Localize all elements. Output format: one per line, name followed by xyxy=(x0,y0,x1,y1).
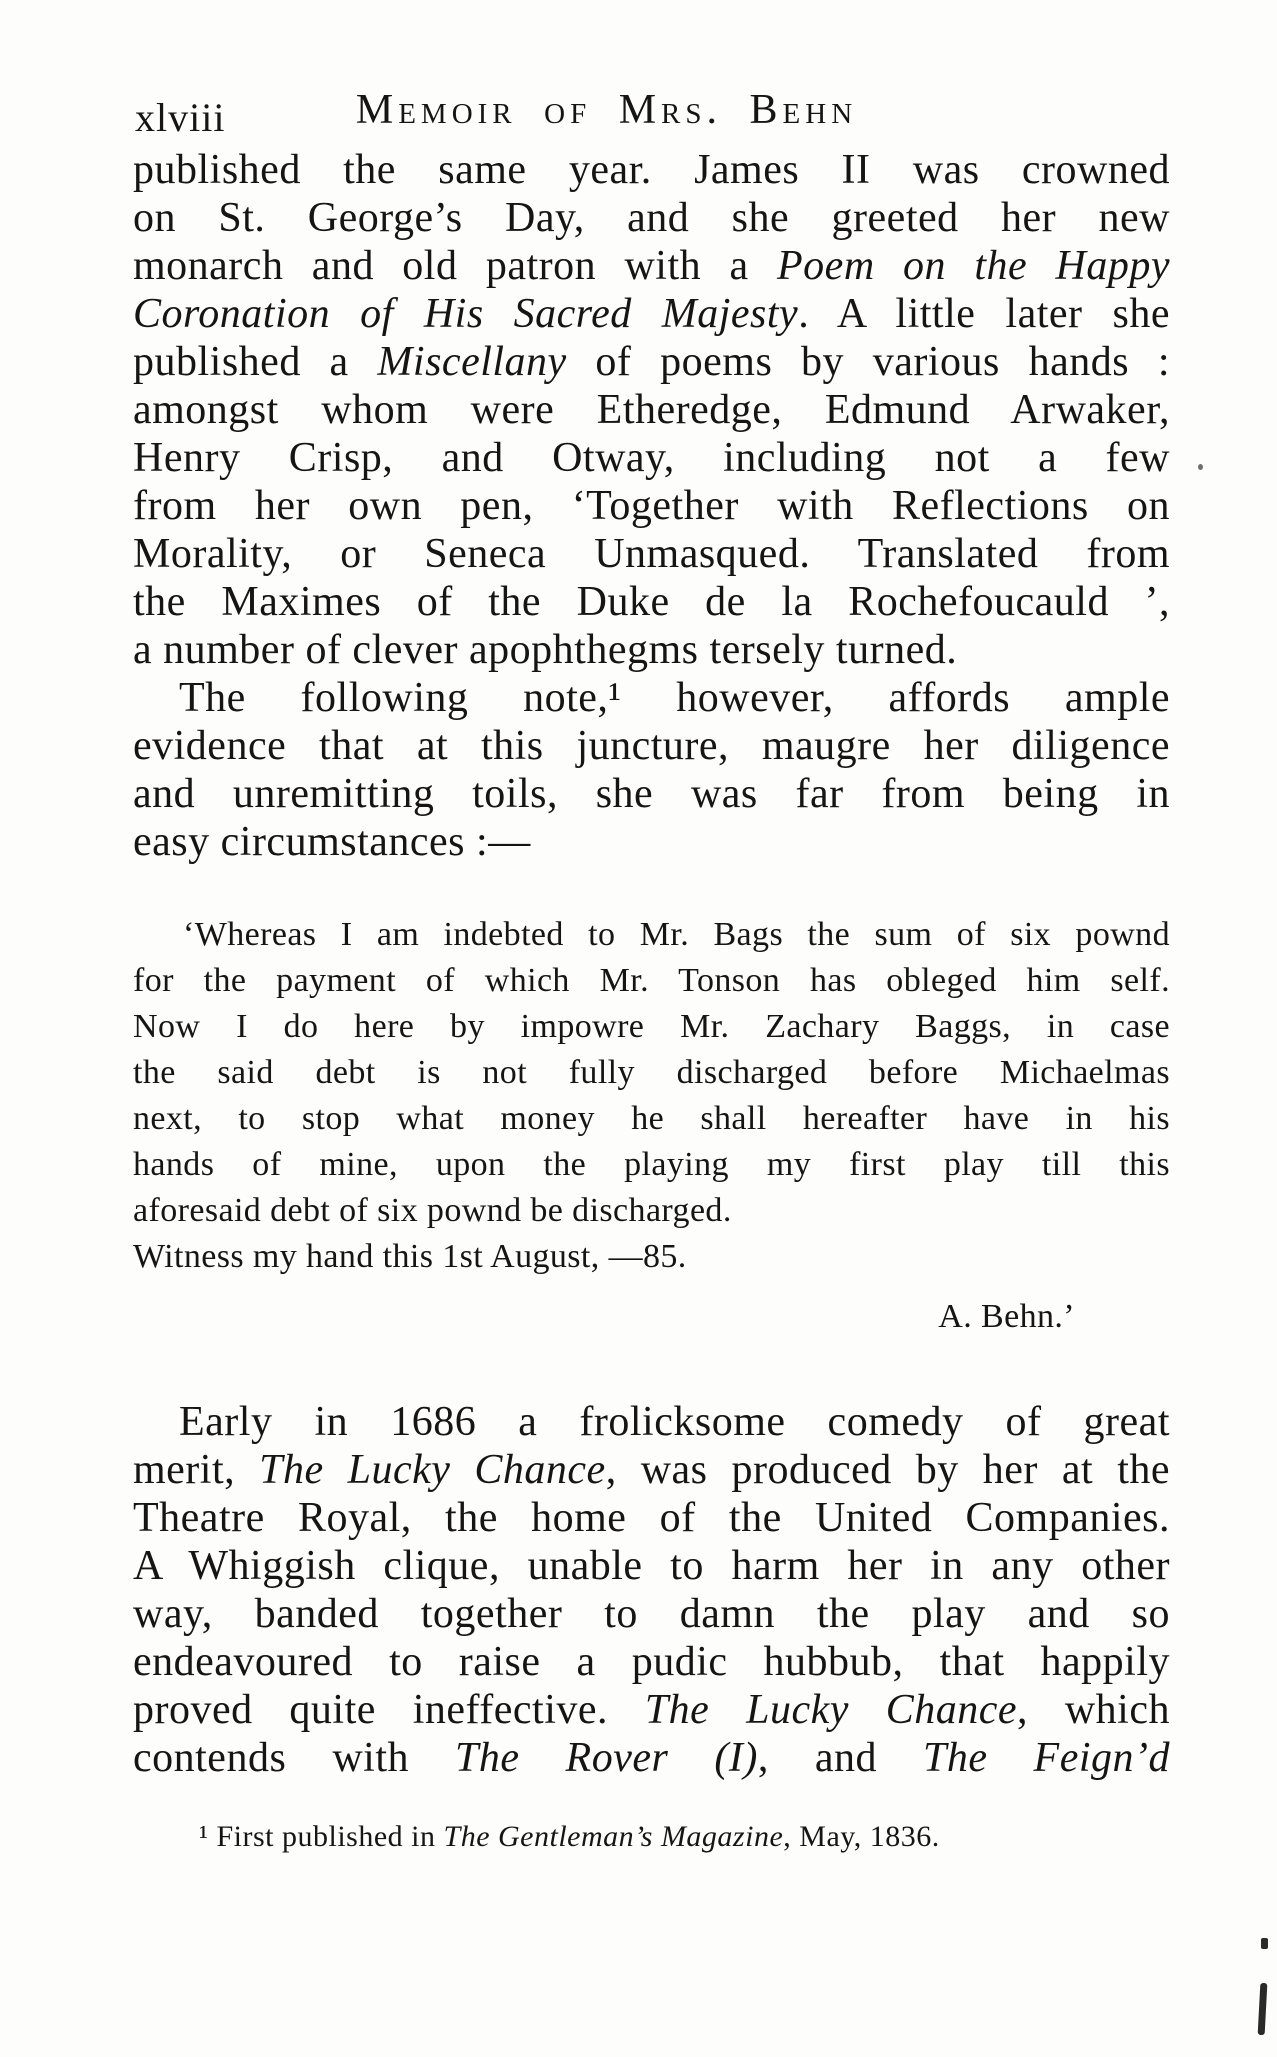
text-line xyxy=(133,1004,1170,1050)
text-line xyxy=(133,146,1170,194)
paragraph-following-note xyxy=(133,674,1170,866)
italic-text-run: Poem on the Happy xyxy=(777,243,1170,289)
text-line xyxy=(133,434,1170,482)
text-run: A Whiggish clique, unable to harm her in any other xyxy=(133,1543,1170,1589)
text-run: . A little later she xyxy=(798,291,1170,337)
text-run: A. Behn.’ xyxy=(938,1298,1075,1335)
italic-text-run: The Lucky Chance xyxy=(644,1687,1018,1733)
text-line xyxy=(133,912,1170,958)
page-header xyxy=(133,86,1170,142)
text-run: , was produced by her at the xyxy=(605,1447,1171,1493)
text-line xyxy=(133,1446,1170,1494)
text-run: and unremitting toils, she was far from being in xyxy=(133,771,1170,817)
text-run: ¹ First published in xyxy=(199,1820,444,1853)
text-line xyxy=(133,1590,1170,1638)
text-line xyxy=(133,386,1170,434)
text-run: amongst whom were Etheredge, Edmund Arwaker, xyxy=(133,387,1170,433)
text-line xyxy=(133,958,1170,1004)
text-run: proved quite ineffective. xyxy=(133,1687,645,1733)
text-line xyxy=(133,1188,1170,1234)
text-run: merit, xyxy=(133,1447,260,1493)
text-run: published a xyxy=(133,339,378,385)
text-line xyxy=(133,1234,1170,1280)
text-line xyxy=(133,1142,1170,1188)
text-run: way, banded together to damn the play and so xyxy=(133,1591,1170,1637)
text-line xyxy=(133,722,1170,770)
text-run: Now I do here by impowre Mr. Zachary Baggs, in case xyxy=(133,1008,1170,1045)
text-run: the said debt is not fully discharged before Michaelmas xyxy=(133,1054,1170,1091)
ink-blot xyxy=(1261,1938,1268,1949)
text-line xyxy=(133,1818,1170,1856)
text-line xyxy=(133,674,1170,722)
text-run: Henry Crisp, and Otway, including not a few xyxy=(133,435,1170,481)
text-run: the Maximes of the Duke de la Rochefoucauld ’, xyxy=(133,579,1170,625)
quoted-note xyxy=(133,912,1170,1340)
text-line xyxy=(133,1542,1170,1590)
ink-streak xyxy=(1258,1983,1268,2035)
text-line xyxy=(133,578,1170,626)
ink-speck xyxy=(1198,464,1203,470)
text-run: , May, 1836. xyxy=(783,1820,940,1853)
text-run: published the same year. James II was crowned xyxy=(133,147,1170,193)
text-run: from her own pen, ‘Together with Reflections on xyxy=(133,483,1170,529)
text-run: hands of mine, upon the playing my first play till this xyxy=(133,1146,1170,1183)
text-run: on St. George’s Day, and she greeted her new xyxy=(133,195,1170,241)
text-line xyxy=(133,1734,1170,1782)
text-line xyxy=(133,290,1170,338)
text-line xyxy=(133,194,1170,242)
text-line xyxy=(133,338,1170,386)
text-run: evidence that at this juncture, maugre her diligence xyxy=(133,723,1170,769)
italic-text-run: The Feign’d xyxy=(923,1735,1170,1781)
text-line xyxy=(133,818,1170,866)
text-run: easy circumstances :— xyxy=(133,819,531,865)
text-line xyxy=(133,1638,1170,1686)
italic-text-run: Miscellany xyxy=(377,339,567,385)
text-run: aforesaid debt of six pownd be discharged. xyxy=(133,1192,732,1229)
text-line xyxy=(133,1050,1170,1096)
footnote xyxy=(133,1818,1170,1856)
text-run: contends with xyxy=(133,1735,456,1781)
text-run: next, to stop what money he shall hereafter have in his xyxy=(133,1100,1170,1137)
text-run: Early in 1686 a frolicksome comedy of great xyxy=(179,1399,1170,1445)
text-line xyxy=(133,1294,1170,1340)
text-line xyxy=(133,770,1170,818)
italic-text-run: The Lucky Chance xyxy=(259,1447,606,1493)
text-run: Morality, or Seneca Unmasqued. Translated from xyxy=(133,531,1170,577)
page-body xyxy=(133,146,1170,1856)
italic-text-run: The Rover (I) xyxy=(455,1735,758,1781)
paragraph-lucky-chance xyxy=(133,1398,1170,1782)
text-line xyxy=(133,242,1170,290)
text-line xyxy=(133,1686,1170,1734)
italic-text-run: The Gentleman’s Magazine xyxy=(443,1820,784,1853)
text-block xyxy=(133,86,1170,1856)
running-title: Memoir of Mrs. Behn xyxy=(355,87,858,133)
text-line xyxy=(133,1096,1170,1142)
text-line xyxy=(133,1398,1170,1446)
text-run: , and xyxy=(757,1735,924,1781)
text-run: Theatre Royal, the home of the United Companies. xyxy=(133,1495,1170,1541)
text-line xyxy=(133,530,1170,578)
text-run: ‘Whereas I am indebted to Mr. Bags the sum of six pownd xyxy=(183,916,1170,953)
page-number: xlviii xyxy=(135,95,226,140)
text-run: monarch and old patron with a xyxy=(133,243,778,289)
text-run: a number of clever apophthegms tersely turned. xyxy=(133,627,958,673)
text-run: of poems by various hands : xyxy=(566,339,1170,385)
text-line xyxy=(133,626,1170,674)
text-line xyxy=(133,482,1170,530)
text-run: , which xyxy=(1017,1687,1170,1733)
text-run: Witness my hand this 1st August, —85. xyxy=(133,1238,687,1275)
text-run: The following note,¹ however, affords ample xyxy=(179,675,1170,721)
italic-text-run: Coronation of His Sacred Majesty xyxy=(133,291,799,337)
text-run: endeavoured to raise a pudic hubbub, that happily xyxy=(133,1639,1170,1685)
text-run: for the payment of which Mr. Tonson has obleged him self. xyxy=(133,962,1170,999)
text-line xyxy=(133,1494,1170,1542)
paragraph-continuation xyxy=(133,146,1170,674)
